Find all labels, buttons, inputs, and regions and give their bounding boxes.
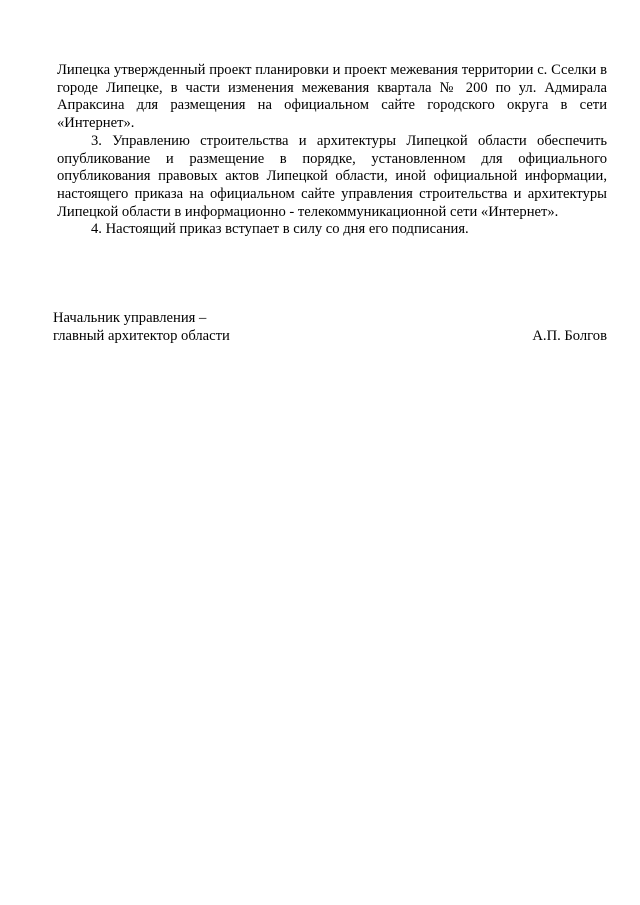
signer-position-line1: Начальник управления – xyxy=(53,310,207,326)
paragraph-item-4: 4. Настоящий приказ вступает в силу со дня его подписания. xyxy=(91,221,469,238)
document-body xyxy=(57,62,607,239)
signature-row xyxy=(53,328,607,346)
signature-block xyxy=(53,310,607,345)
signer-name: А.П. Болгов xyxy=(532,327,607,344)
paragraph-continuation: Липецка утвержденный проект планировки и проект межевания территории с. Сселки в городе Липецке, в части изменения межевания квартала № 200 по ул. Адмирала Апраксина для размещения на официальном сайте городского округа в сети «Интернет». xyxy=(57,62,607,132)
signer-position-line2: главный архитектор области xyxy=(53,327,230,344)
paragraph-item-3: 3. Управлению строительства и архитектуры Липецкой области обеспечить опубликование и размещение в порядке, установленном для официального опубликования правовых актов Липецкой области, иной официальной информации, настоящего приказа на официальном сайте управления строительства и архитектуры Липецкой области в информационно - телекоммуникационной сети «Интернет». xyxy=(57,132,607,220)
